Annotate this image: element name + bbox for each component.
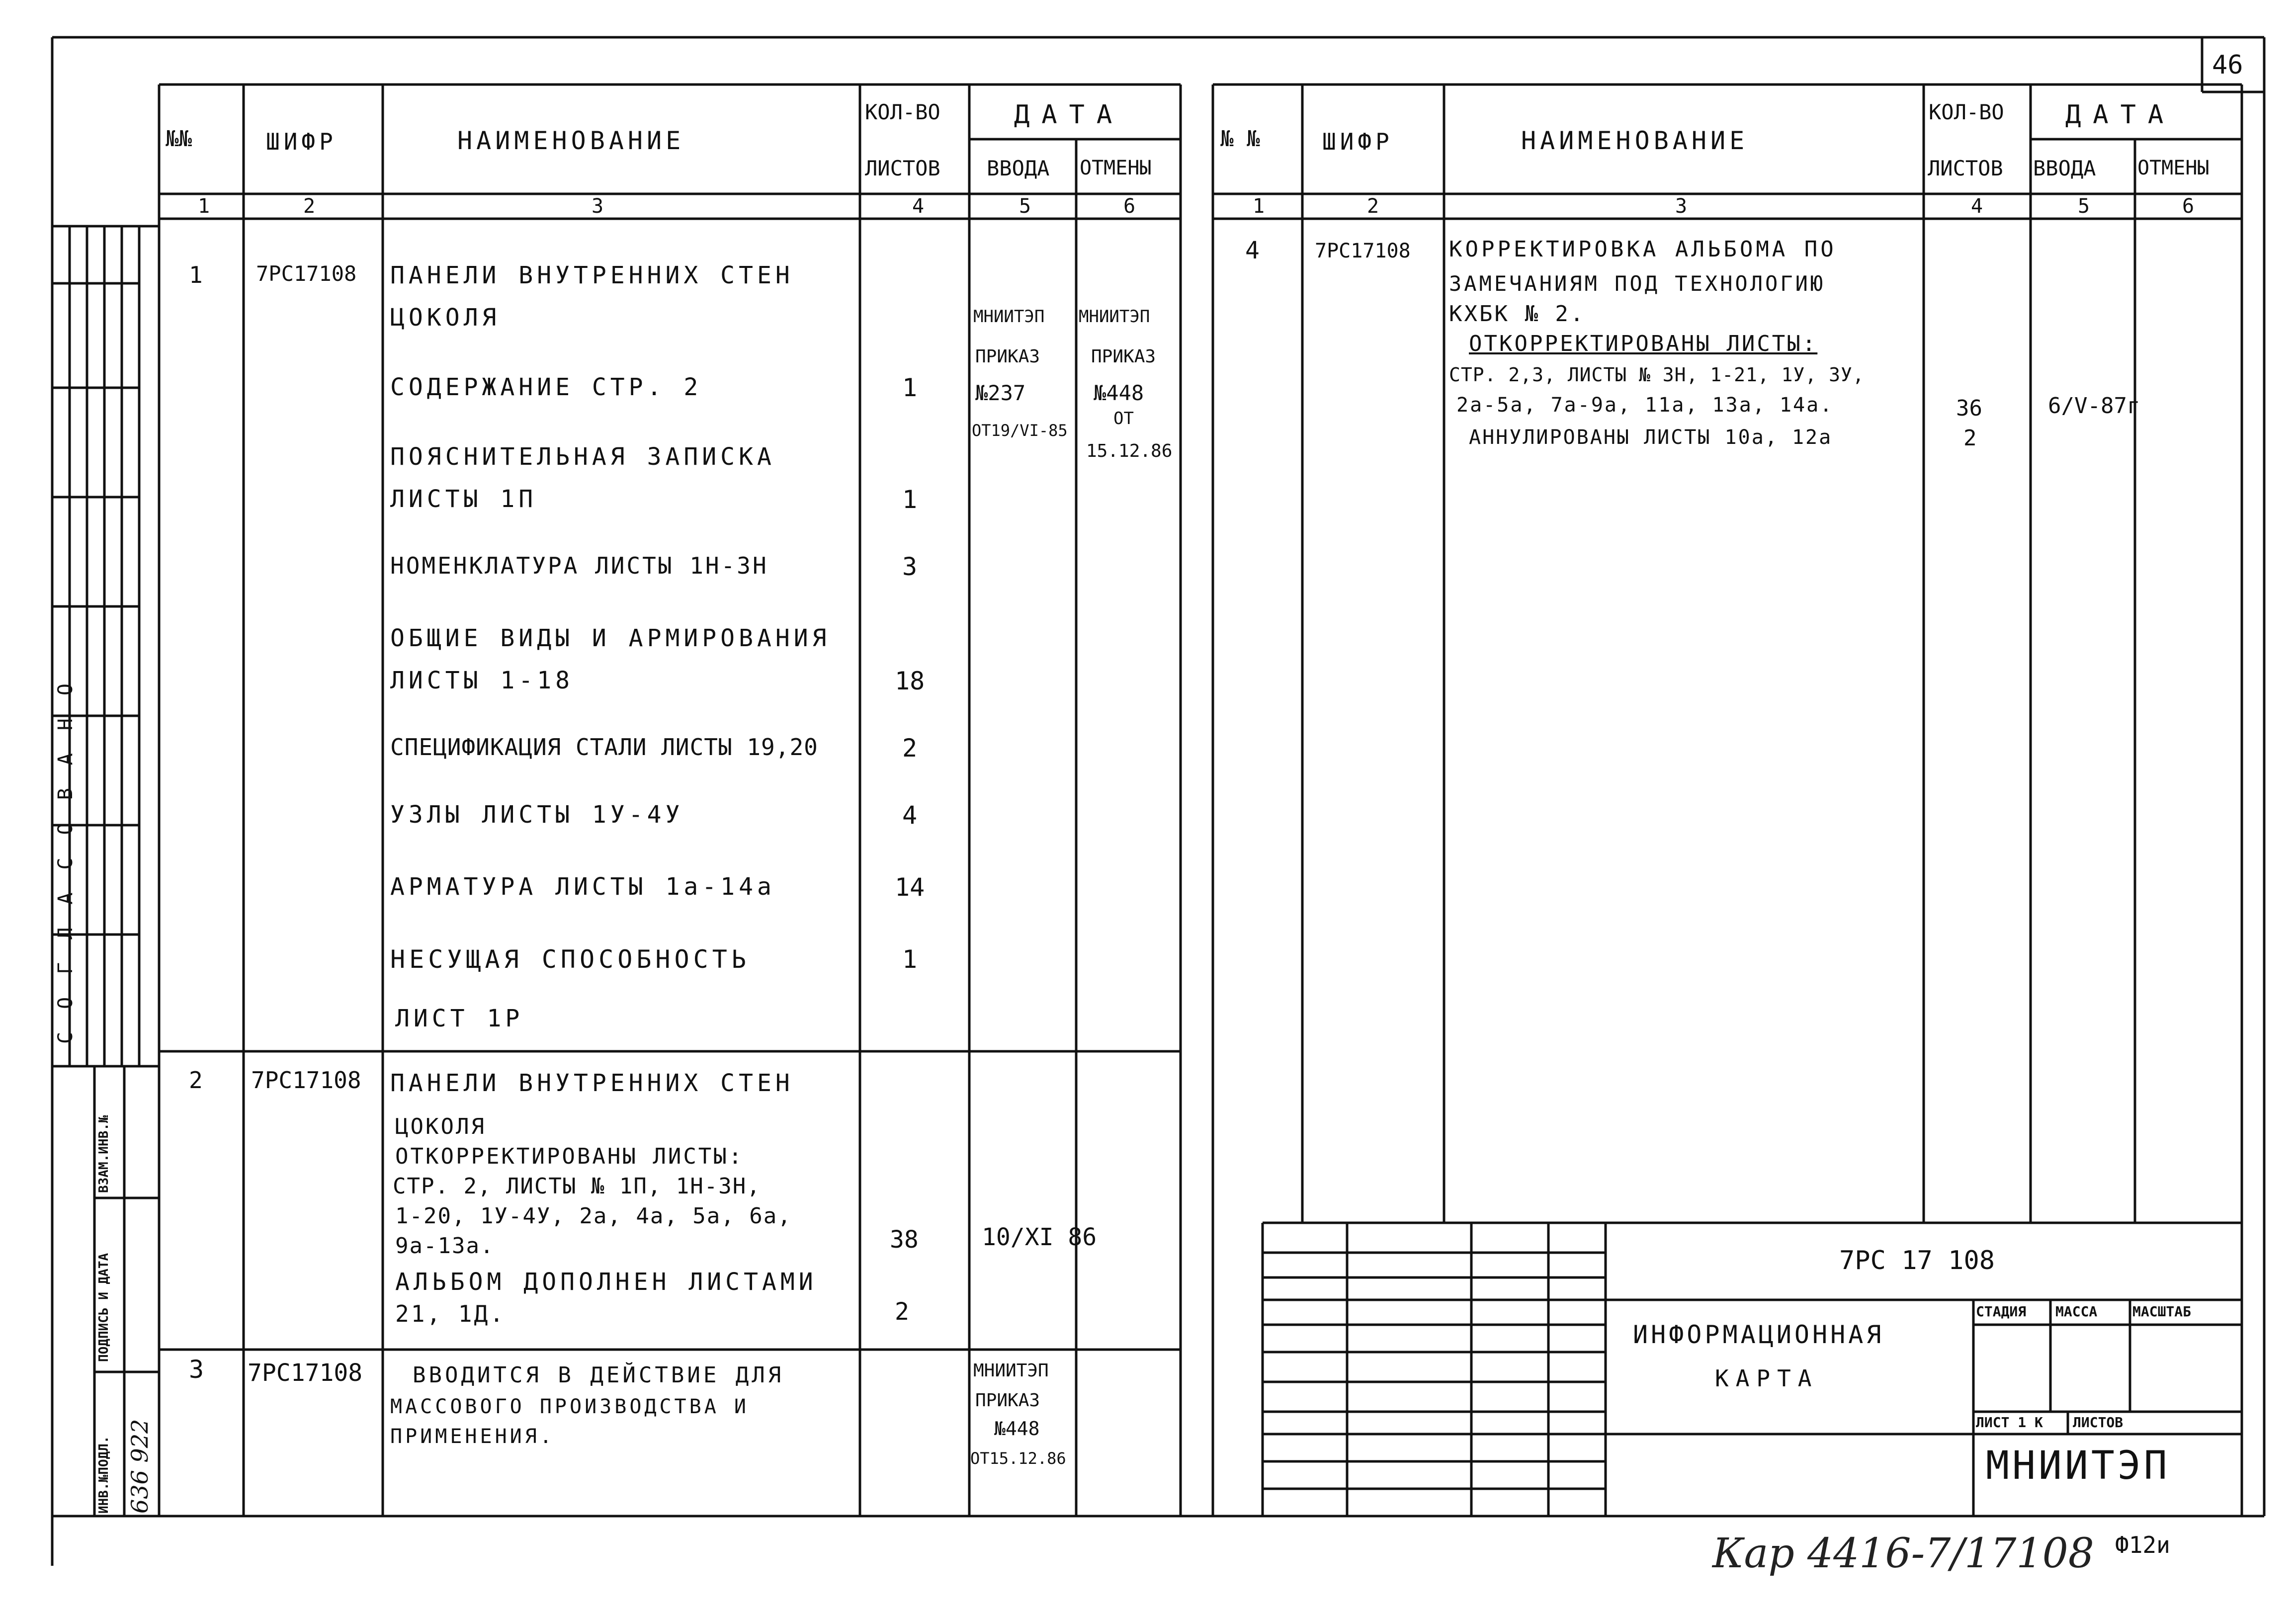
entry-2-line-5: 1-20, 1У-4У, 2а, 4а, 5а, 6а, <box>395 1203 792 1229</box>
entry-1-item-2-line-2: ЛИСТЫ 1П <box>390 485 537 513</box>
entry-1-entry-date-4: ОТ19/VI-85 <box>972 421 1068 440</box>
entry-3-line-3: ПРИМЕНЕНИЯ. <box>390 1425 555 1448</box>
right-header-date-cancel: ОТМЕНЫ <box>2137 157 2210 179</box>
stamp-sheet-label: ЛИСТ 1 К <box>1976 1414 2043 1431</box>
col-number-6: 6 <box>1123 195 1136 218</box>
right-col-number-6: 6 <box>2182 195 2195 218</box>
header-qty-bottom: ЛИСТОВ <box>865 156 940 180</box>
entry-4-num: 4 <box>1245 237 1260 264</box>
stamp-organization: МНИИТЭП <box>1986 1444 2170 1488</box>
entry-2-line-7: АЛЬБОМ ДОПОЛНЕН ЛИСТАМИ <box>395 1268 817 1296</box>
entry-1-item-5: СПЕЦИФИКАЦИЯ СТАЛИ ЛИСТЫ 19,20 <box>390 734 818 761</box>
entry-2-line-1: ПАНЕЛИ ВНУТРЕННИХ СТЕН <box>390 1069 794 1097</box>
entry-1-item-7-qty: 14 <box>895 873 925 902</box>
entry-2-line-3: ОТКОРРЕКТИРОВАНЫ ЛИСТЫ: <box>395 1144 744 1169</box>
col-number-2: 2 <box>303 195 316 218</box>
right-col-number-1: 1 <box>1253 195 1265 218</box>
entry-1-item-7: АРМАТУРА ЛИСТЫ 1а-14а <box>390 873 775 901</box>
entry-4-line-7: АННУЛИРОВАНЫ ЛИСТЫ 10а, 12а <box>1469 426 1833 449</box>
entry-1-entry-date-2: ПРИКАЗ <box>975 346 1040 367</box>
entry-3-entry-date-3: №448 <box>994 1418 1040 1440</box>
right-header-qty-top: КОЛ-ВО <box>1929 100 2004 124</box>
entry-1-item-3: НОМЕНКЛАТУРА ЛИСТЫ 1Н-3Н <box>390 552 768 579</box>
footer-format: Ф12и <box>2115 1531 2170 1558</box>
side-agreed-label: СОГЛАСОВАНО <box>54 661 77 1044</box>
header-num: №№ <box>166 126 192 152</box>
entry-1-item-6-qty: 4 <box>902 801 918 830</box>
stamp-code: 7РС 17 108 <box>1839 1246 1995 1275</box>
stamp-mass-label: МАССА <box>2055 1303 2098 1320</box>
header-date-cancel: ОТМЕНЫ <box>1080 157 1152 179</box>
entry-4-qty-1: 36 <box>1956 396 1982 421</box>
right-header-name: НАИМЕНОВАНИЕ <box>1521 126 1749 155</box>
side-replace-inv-label: ВЗАМ.ИНВ.№ <box>96 1115 111 1193</box>
entry-1-title-line-2: ЦОКОЛЯ <box>390 304 501 332</box>
entry-2-cipher: 7РС17108 <box>251 1067 361 1094</box>
stamp-title-line-2: КАРТА <box>1715 1365 1819 1392</box>
right-col-number-2: 2 <box>1367 195 1379 218</box>
entry-1-title-line-1: ПАНЕЛИ ВНУТРЕННИХ СТЕН <box>390 261 794 289</box>
entry-1-cancel-date-2: ПРИКАЗ <box>1091 346 1156 367</box>
entry-1-item-1: СОДЕРЖАНИЕ СТР. 2 <box>390 373 702 401</box>
entry-3-entry-date-2: ПРИКАЗ <box>975 1390 1040 1411</box>
col-number-4: 4 <box>912 195 925 218</box>
entry-1-item-3-qty: 3 <box>902 552 918 581</box>
entry-1-cipher: 7РС17108 <box>256 261 357 286</box>
entry-1-item-4-line-2: ЛИСТЫ 1-18 <box>390 667 574 694</box>
header-date: ДАТА <box>1014 100 1124 130</box>
entry-1-entry-date-3: №237 <box>975 381 1026 405</box>
entry-1-item-6: УЗЛЫ ЛИСТЫ 1У-4У <box>390 801 684 829</box>
entry-1-item-2-qty: 1 <box>902 485 918 514</box>
entry-4-qty-2: 2 <box>1963 425 1977 451</box>
right-col-number-4: 4 <box>1971 195 1983 218</box>
entry-2-entry-date: 10/XI 86 <box>982 1223 1097 1251</box>
entry-3-line-1: ВВОДИТСЯ В ДЕЙСТВИЕ ДЛЯ <box>413 1362 784 1388</box>
entry-2-line-8: 21, 1Д. <box>395 1300 506 1327</box>
entry-3-entry-date-4: ОТ15.12.86 <box>970 1449 1066 1468</box>
header-cipher: ШИФР <box>266 128 337 155</box>
entry-1-item-8-qty: 1 <box>902 945 918 974</box>
side-sign-date-label: ПОДПИСЬ И ДАТА <box>96 1253 111 1362</box>
right-col-number-3: 3 <box>1675 195 1688 218</box>
entry-4-line-5: СТР. 2,3, ЛИСТЫ № 3Н, 1-21, 1У, 3У, <box>1449 364 1865 386</box>
entry-1-cancel-date-1: МНИИТЭП <box>1079 307 1150 327</box>
right-header-date: ДАТА <box>2065 100 2176 130</box>
stamp-title-line-1: ИНФОРМАЦИОННАЯ <box>1633 1320 1884 1349</box>
col-number-3: 3 <box>592 195 604 218</box>
stamp-sheets-label: ЛИСТОВ <box>2073 1414 2124 1431</box>
entry-2-qty-2: 2 <box>895 1298 909 1326</box>
entry-1-item-4: ОБЩИЕ ВИДЫ И АРМИРОВАНИЯ <box>390 624 831 652</box>
right-header-date-entry: ВВОДА <box>2033 156 2096 180</box>
entry-1-entry-date-1: МНИИТЭП <box>973 307 1045 327</box>
entry-1-item-4-qty: 18 <box>895 667 925 695</box>
entry-3-line-2: МАССОВОГО ПРОИЗВОДСТВА И <box>390 1395 749 1418</box>
entry-1-cancel-date-3: №448 <box>1094 381 1144 405</box>
entry-2-line-2: ЦОКОЛЯ <box>395 1114 486 1139</box>
entry-1-item-1-qty: 1 <box>902 373 918 402</box>
header-name: НАИМЕНОВАНИЕ <box>457 126 685 155</box>
page-number: 46 <box>2212 50 2243 80</box>
footer-handwritten-number: Кар 4416-7/17108 <box>1712 1530 2094 1577</box>
entry-4-line-4: ОТКОРРЕКТИРОВАНЫ ЛИСТЫ: <box>1469 331 1818 356</box>
right-header-qty-bottom: ЛИСТОВ <box>1928 156 2003 180</box>
entry-3-num: 3 <box>189 1355 204 1384</box>
entry-4-line-6: 2а-5а, 7а-9а, 11а, 13а, 14а. <box>1456 394 1834 417</box>
right-header-num: № № <box>1220 126 1260 152</box>
entry-4-line-2: ЗАМЕЧАНИЯМ ПОД ТЕХНОЛОГИЮ <box>1449 271 1826 296</box>
entry-2-num: 2 <box>189 1067 203 1094</box>
entry-1-item-8: НЕСУЩАЯ СПОСОБНОСТЬ <box>390 945 750 974</box>
col-number-5: 5 <box>1019 195 1031 218</box>
entry-2-qty-1: 38 <box>890 1226 919 1254</box>
entry-1-item-2: ПОЯСНИТЕЛЬНАЯ ЗАПИСКА <box>390 443 775 471</box>
entry-3-cipher: 7РС17108 <box>248 1359 363 1387</box>
right-col-number-5: 5 <box>2078 195 2090 218</box>
col-number-1: 1 <box>198 195 210 218</box>
side-inv-original-label: ИНВ.№ПОДЛ. <box>96 1436 111 1514</box>
entry-4-cipher: 7РС17108 <box>1315 240 1411 262</box>
entry-3-entry-date-1: МНИИТЭП <box>973 1360 1049 1381</box>
entry-1-item-8-line-2: ЛИСТ 1Р <box>395 1005 524 1032</box>
right-header-cipher: ШИФР <box>1322 128 1393 155</box>
entry-1-num: 1 <box>189 261 203 288</box>
stamp-scale-label: МАСШТАБ <box>2132 1303 2192 1320</box>
entry-4-line-1: КОРРЕКТИРОВКА АЛЬБОМА ПО <box>1449 237 1837 262</box>
entry-1-item-5-qty: 2 <box>902 734 918 763</box>
entry-2-line-6: 9а-13а. <box>395 1233 495 1259</box>
header-qty-top: КОЛ-ВО <box>865 100 940 124</box>
stamp-stage-label: СТАДИЯ <box>1976 1303 2027 1320</box>
side-inv-value: 636 922 <box>126 1419 153 1514</box>
entry-1-cancel-date-5: 15.12.86 <box>1086 441 1173 461</box>
entry-2-line-4: СТР. 2, ЛИСТЫ № 1П, 1Н-3Н, <box>393 1174 761 1199</box>
entry-4-entry-date: 6/V-87г <box>2048 393 2140 419</box>
entry-4-line-3: КХБК № 2. <box>1449 301 1586 327</box>
entry-1-cancel-date-4: ОТ <box>1113 409 1134 428</box>
header-date-entry: ВВОДА <box>987 156 1050 180</box>
